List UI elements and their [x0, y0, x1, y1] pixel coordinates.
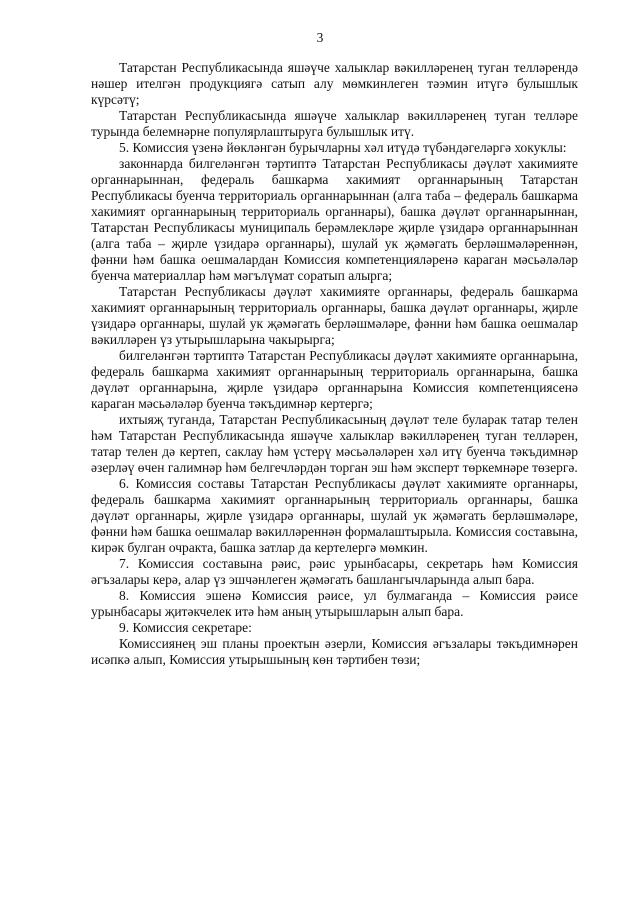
paragraph-publishing-support: Татарстан Республикасында яшәүче халыклар вәкилләренең туган телләрендә нәшер ителгән продукциягә сатып алу мөмкинлеген тәэмин итүгә булышлык күрсәтү; — [91, 60, 578, 107]
paragraph-section-6-composition: 6. Комиссия составы Татарстан Республикасы дәүләт хакимияте органнары, федераль башкарма хакимият органнарының территориаль органнары, башка дәүләт органнары, җирле үзидарә органнары, шулай ук җәмәгать берләшмәләре, фәнни һәм башка оешмалар вәкилләреннән формалаштырыла. Комиссия составына, кирәк булган очракта, башка затлар да кертелергә мөмкин. — [91, 476, 578, 555]
document-body — [91, 60, 578, 668]
paragraph-section-5-rights: 5. Комиссия үзенә йөкләнгән бурычларны хәл итүдә түбәндәгеләргә хокуклы: — [119, 140, 567, 155]
paragraph-work-plan: Комиссиянең эш планы проектын әзерли, Комиссия әгъзалары тәкъдимнәрен исәпкә алып, Комиссия утырышының көн тәртибен төзи; — [91, 636, 578, 667]
paragraph-section-9-secretary: 9. Комиссия секретаре: — [119, 620, 252, 635]
paragraph-section-7-members: 7. Комиссия составына рәис, рәис урынбасары, секретарь һәм Комиссия әгъзалары керә, алар үз эшчәнлеген җәмәгать башлангычларында алып бара. — [91, 556, 578, 587]
paragraph-request-materials: законнарда билгеләнгән тәртиптә Татарстан Республикасы дәүләт хакимияте органнарыннан, федераль башкарма хакимият органнарының Татарстан Республикасы буенча территориаль органнарыннан (алга таба – федераль башкарма хакимият органнарының территориаль органнары), башка дәүләт органнарыннан, Татарстан Республикасы муниципаль берәмлекләре җирле үзидарә органнарыннан (алга таба – җирле үзидарә органнары), шулай ук җәмәгать берләшмәләреннән, фәнни һәм башка оешмалардан Комиссия компетенцияләренә караган мәсьәләләр буенча материаллар һәм мәгълүмат соратып алырга; — [91, 156, 578, 283]
paragraph-section-8-leadership: 8. Комиссия эшенә Комиссия рәисе, ул булмаганда – Комиссия рәисе урынбасары җитәкчелек итә һәм аның утырышларын алып бара. — [91, 588, 578, 619]
paragraph-popularization: Татарстан Республикасында яшәүче халыклар вәкилләренең туган телләре турында белемнәрне популярлаштыруга булышлык итү. — [91, 108, 578, 139]
page-number: 3 — [316, 30, 324, 45]
paragraph-expert-groups: ихтыяҗ туганда, Татарстан Республикасының дәүләт теле буларак татар телен һәм Татарстан Республикасында яшәүче халыклар вәкилләренең туган телләрен, татар телен дә кертеп, саклау һәм үстерү мәсьәләләрен хәл итү буенча тәкъдимнәр әзерләү өчен галимнәр һәм белгечләрдән торган эш һәм эксперт төркемнәре төзергә. — [91, 412, 578, 475]
paragraph-submit-proposals: билгеләнгән тәртиптә Татарстан Республикасы дәүләт хакимияте органнарына, федераль башкарма хакимият органнарының территориаль органнарына, башка дәүләт органнарына, җирле үзидарә органнарына Комиссия компетенциясенә караган мәсьәләләр буенча тәкъдимнәр кертергә; — [91, 348, 578, 411]
paragraph-invite-representatives: Татарстан Республикасы дәүләт хакимияте органнары, федераль башкарма хакимият органнарының территориаль органнары, башка дәүләт органнары, җирле үзидарә органнары, шулай ук җәмәгать берләшмәләре, фәнни һәм башка оешмалар вәкилләрен үз утырышларына чакырырга; — [91, 284, 578, 347]
